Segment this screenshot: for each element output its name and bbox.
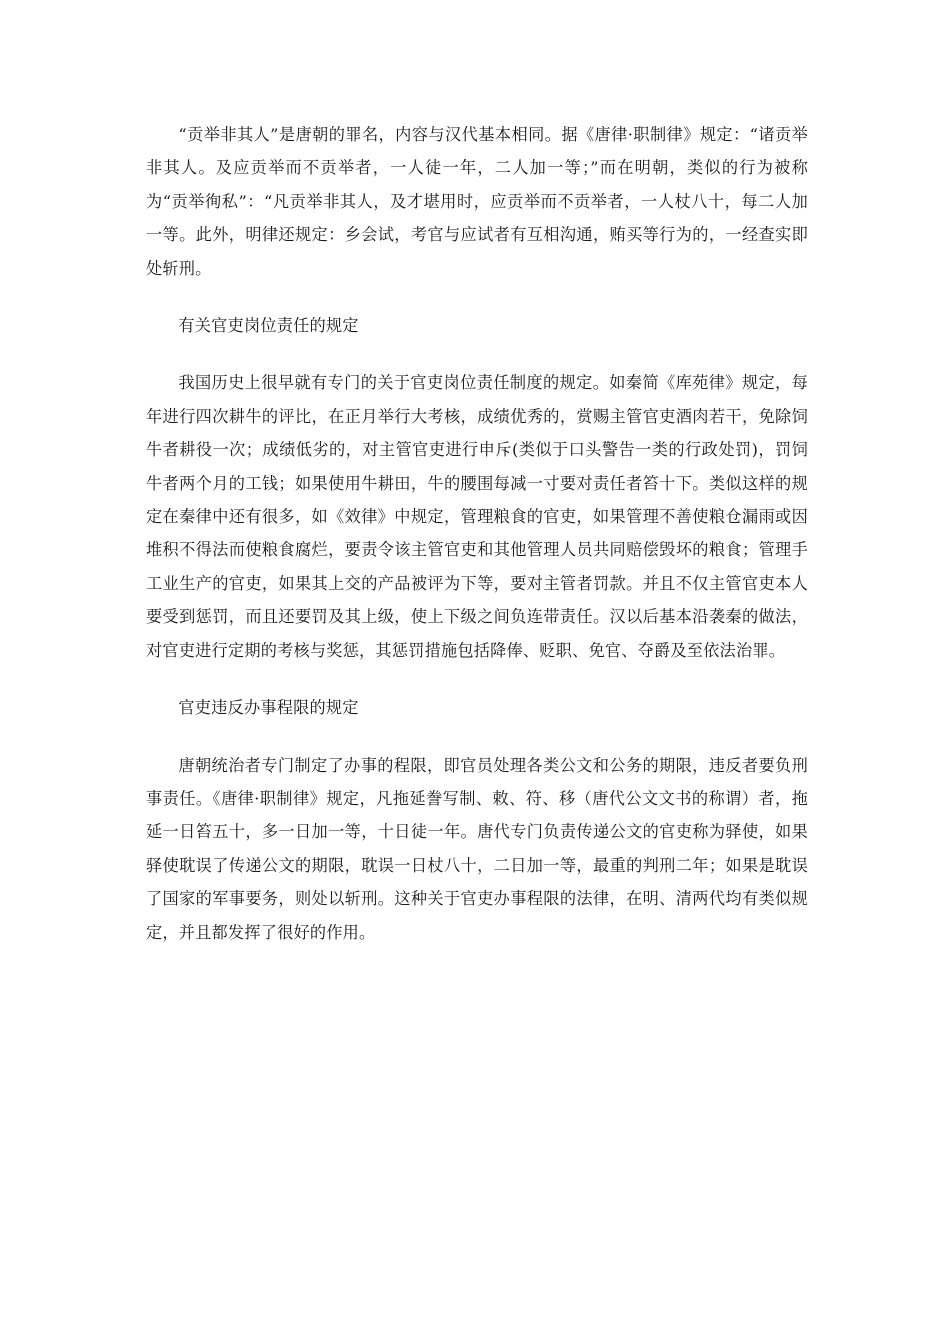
paragraph-gap <box>146 725 808 749</box>
paragraph-gap <box>146 342 808 366</box>
paragraph-gap <box>146 285 808 309</box>
section-heading-post-responsibility: 有关官吏岗位责任的规定 <box>178 316 359 336</box>
document-body <box>146 118 808 949</box>
paragraph-gap <box>146 667 808 691</box>
paragraph-tribute-recommendation: “贡举非其人”是唐朝的罪名，内容与汉代基本相同。据《唐律·职制律》规定：“诸贡举非其人。及应贡举而不贡举者，一人徒一年，二人加一等；”而在明朝，类似的行为被称为“贡举徇私”：“凡贡举非其人，及才堪用时，应贡举而不贡举者，一人杖八十，每二人加一等。此外，明律还规定：乡会试，考官与应试者有互相沟通，贿买等行为的，一经查实即处斩刑。 <box>146 125 808 278</box>
paragraph-procedure-limits: 唐朝统治者专门制定了办事的程限，即官员处理各类公文和公务的期限，违反者要负刑事责任。《唐律·职制律》规定，凡拖延誊写制、敕、符、移（唐代公文文书的称谓）者，拖延一日笞五十，多一日加一等，十日徒一年。唐代专门负责传递公文的官吏称为驿使，如果驿使耽误了传递公文的期限，耽误一日杖八十，二日加一等，最重的判刑二年；如果是耽误了国家的军事要务，则处以斩刑。这种关于官吏办事程限的法律，在明、清两代均有类似规定，并且都发挥了很好的作用。 <box>146 755 808 942</box>
paragraph-post-responsibility: 我国历史上很早就有专门的关于官吏岗位责任制度的规定。如秦简《库苑律》规定，每年进行四次耕牛的评比，在正月举行大考核，成绩优秀的，赏赐主管官吏酒肉若干，免除饲牛者耕役一次；成绩低劣的，对主管官吏进行申斥(类似于口头警告一类的行政处罚)，罚饲牛者两个月的工钱；如果使用牛耕田，牛的腰围每减一寸要对责任者笞十下。类似这样的规定在秦律中还有很多，如《效律》中规定，管理粮食的官吏，如果管理不善使粮仓漏雨或因堆积不得法而使粮食腐烂，要责令该主管官吏和其他管理人员共同赔偿毁坏的粮食；管理手工业生产的官吏，如果其上交的产品被评为下等，要对主管者罚款。并且不仅主管官吏本人要受到惩罚，而且还要罚及其上级，使上下级之间负连带责任。汉以后基本沿袭秦的做法，对官吏进行定期的考核与奖惩，其惩罚措施包括降俸、贬职、免官、夺爵及至依法治罪。 <box>146 373 808 660</box>
section-heading-procedure-limits: 官吏违反办事程限的规定 <box>178 698 359 718</box>
